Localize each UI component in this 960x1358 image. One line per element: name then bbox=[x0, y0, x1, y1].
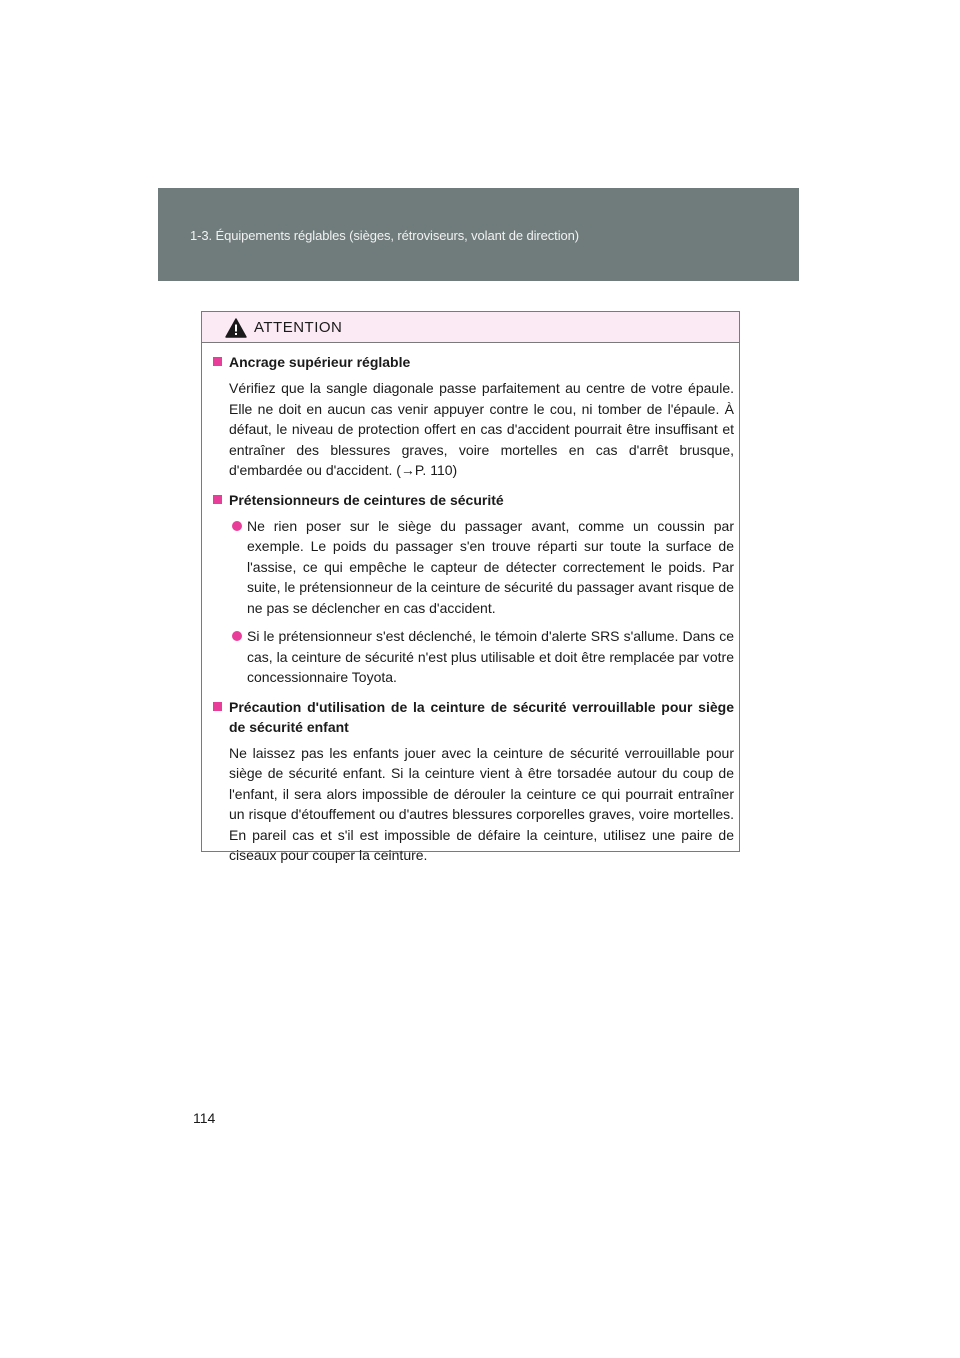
list-item bbox=[212, 516, 734, 619]
list-item-text: Si le prétensionneur s'est déclenché, le témoin d'alerte SRS s'allume. Dans ce cas, la ceinture de sécurité n'est plus utilisable et doit être remplacée par votre concessionnaire Toyota. bbox=[247, 628, 734, 685]
section-child-lock-belt bbox=[212, 697, 734, 866]
warning-triangle-icon bbox=[225, 318, 247, 338]
section-heading bbox=[212, 490, 734, 510]
caution-box bbox=[201, 311, 740, 863]
section-title: 1-3. Équipements réglables (sièges, rétroviseurs, volant de direction) bbox=[190, 228, 579, 243]
section-paragraph: Ne laissez pas les enfants jouer avec la ceinture de sécurité verrouillable pour siège de sécurité enfant. Si la ceinture vient à être torsadée autour du coup de l'enfant, il sera alors impossible de dérouler la ceinture ce qui pourrait entraîner un risque d'étouffement ou d'autres blessures corporelles graves, voire mortelles. En pareil cas et s'il est impossible de défaire la ceinture, utilisez une paire de ciseaux pour couper la ceinture. bbox=[229, 744, 734, 863]
square-bullet-icon bbox=[213, 702, 222, 711]
square-bullet-icon bbox=[213, 495, 222, 504]
section-heading bbox=[212, 352, 734, 372]
list-item bbox=[212, 626, 734, 688]
list-item-text: Ne rien poser sur le siège du passager avant, comme un coussin par exemple. Le poids du passager s'en trouve réparti sur toute la surface de l'assise, ce qui empêche le capteur de détecter correctement le poids. Par suite, le prétensionneur de la ceinture de sécurité du passager avant risque de ne pas se déclencher en cas d'accident. bbox=[247, 517, 734, 616]
section-paragraph: Vérifiez que la sangle diagonale passe parfaitement au centre de votre épaule. Elle ne doit en aucun cas venir appuyer contre le cou, ni tomber de l'épaule. À défaut, le niveau de protection offert en cas d'accident pourrait être insuffisant et entraîner des blessures graves, voire mortelles en cas d'arrêt brusque, d'embardée ou d'accident. (→P. 110) bbox=[229, 380, 734, 478]
caution-body bbox=[212, 352, 734, 875]
section-heading-text: Ancrage supérieur réglable bbox=[229, 354, 411, 370]
round-bullet-icon bbox=[232, 631, 242, 641]
section-heading bbox=[212, 697, 734, 737]
caution-header bbox=[202, 312, 739, 343]
section-heading-text: Prétensionneurs de ceintures de sécurité bbox=[229, 491, 504, 508]
caution-title: ATTENTION bbox=[254, 319, 343, 336]
section-pretensioners bbox=[212, 490, 734, 688]
page-number: 114 bbox=[193, 1110, 216, 1126]
section-heading-text: Précaution d'utilisation de la ceinture de sécurité verrouillable pour siège de sécurité enfant bbox=[229, 698, 734, 735]
square-bullet-icon bbox=[213, 357, 222, 366]
chapter-header-band bbox=[158, 188, 799, 281]
section-upper-anchor bbox=[212, 352, 734, 481]
round-bullet-icon bbox=[232, 521, 242, 531]
